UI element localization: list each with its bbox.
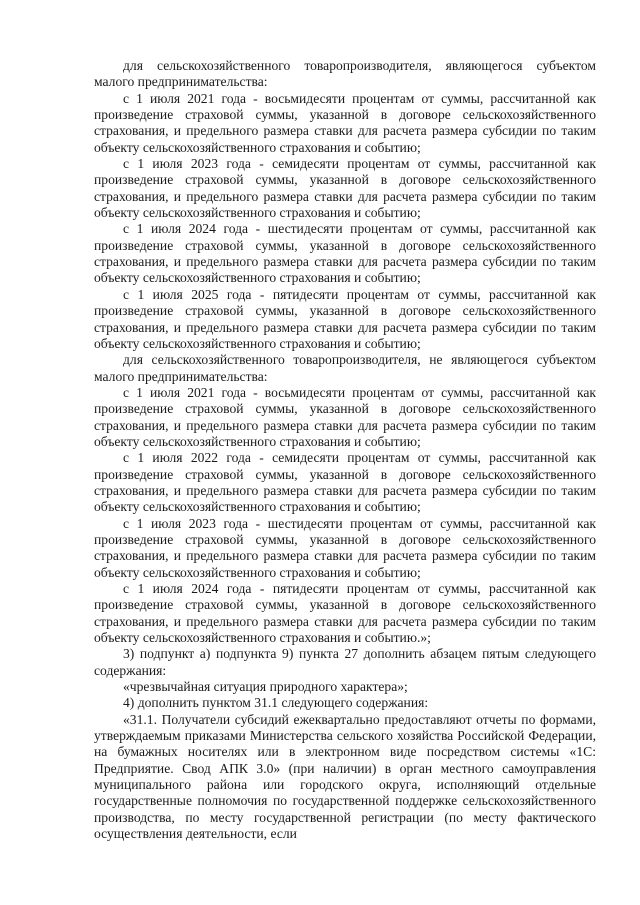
paragraph-small-business-2024: с 1 июля 2024 года - шестидесяти процентам от суммы, рассчитанной как произведение страховой суммы, указанной в договоре сельскохозяйственного страхования, и предельного размера ставки для расчета размера субсидии по таким объекту сельскохозяйственного страхования и событию; — [94, 221, 596, 286]
paragraph-item-4: 4) дополнить пунктом 31.1 следующего содержания: — [123, 695, 429, 711]
paragraph-non-small-business-2024: с 1 июля 2024 года - пятидесяти процентам от суммы, рассчитанной как произведение страховой суммы, указанной в договоре сельскохозяйственного страхования, и предельного размера ставки для расчета размера субсидии по таким объекту сельскохозяйственного страхования и событию.»; — [94, 581, 596, 646]
paragraph-small-business-2023: с 1 июля 2023 года - семидесяти процентам от суммы, рассчитанной как произведение страховой суммы, указанной в договоре сельскохозяйственного страхования, и предельного размера ставки для расчета размера субсидии по таким объекту сельскохозяйственного страхования и событию; — [94, 156, 596, 221]
paragraph-non-small-business-2021: с 1 июля 2021 года - восьмидесяти процентам от суммы, рассчитанной как произведение страховой суммы, указанной в договоре сельскохозяйственного страхования, и предельного размера ставки для расчета размера субсидии по таким объекту сельскохозяйственного страхования и событию; — [94, 384, 596, 449]
paragraph-non-small-business-2022: с 1 июля 2022 года - семидесяти процентам от суммы, рассчитанной как произведение страховой суммы, указанной в договоре сельскохозяйственного страхования, и предельного размера ставки для расчета размера субсидии по таким объекту сельскохозяйственного страхования и событию; — [94, 450, 596, 515]
document-body — [94, 58, 596, 843]
paragraph-small-business-intro: для сельскохозяйственного товаропроизводителя, являющегося субъектом малого предпринимательства: — [94, 58, 596, 90]
paragraph-item-3: 3) подпункт а) подпункта 9) пункта 27 дополнить абзацем пятым следующего содержания: — [94, 646, 596, 678]
paragraph-small-business-2021: с 1 июля 2021 года - восьмидесяти процентам от суммы, рассчитанной как произведение страховой суммы, указанной в договоре сельскохозяйственного страхования, и предельного размера ставки для расчета размера субсидии по таким объекту сельскохозяйственного страхования и событию; — [94, 90, 596, 155]
paragraph-small-business-2025: с 1 июля 2025 года - пятидесяти процентам от суммы, рассчитанной как произведение страховой суммы, указанной в договоре сельскохозяйственного страхования, и предельного размера ставки для расчета размера субсидии по таким объекту сельскохозяйственного страхования и событию; — [94, 286, 596, 351]
paragraph-non-small-business-intro: для сельскохозяйственного товаропроизводителя, не являющегося субъектом малого предпринимательства: — [94, 352, 596, 384]
paragraph-non-small-business-2023: с 1 июля 2023 года - шестидесяти процентам от суммы, рассчитанной как произведение страховой суммы, указанной в договоре сельскохозяйственного страхования, и предельного размера ставки для расчета размера субсидии по таким объекту сельскохозяйственного страхования и событию; — [94, 515, 596, 580]
paragraph-emergency-quote: «чрезвычайная ситуация природного характера»; — [123, 679, 408, 695]
paragraph-clause-31-1: «31.1. Получатели субсидий ежеквартально предоставляют отчеты по формами, утверждаемым приказами Министерства сельского хозяйства Российской Федерации, на бумажных носителях или в электронном виде посредством системы «1С: Предприятие. Свод АПК 3.0» (при наличии) в орган местного самоуправления муниципального района или городского округа, исполняющий отдельные государственные полномочия по государственной поддержке сельскохозяйственного производства, по месту государственной регистрации (по месту фактического осуществления деятельности, если — [94, 711, 596, 842]
